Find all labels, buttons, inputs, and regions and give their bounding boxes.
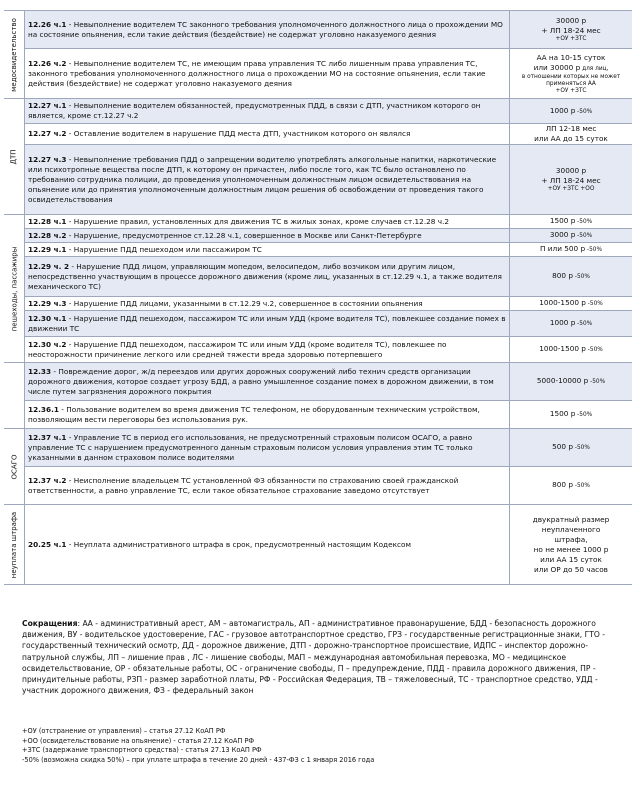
row-description bbox=[25, 124, 510, 145]
row-description bbox=[25, 505, 510, 585]
row-penalty bbox=[510, 229, 633, 243]
penalty-line: 800 р bbox=[552, 271, 574, 280]
article-text: - Нарушение ПДД пешеходом или пассажиром ТС bbox=[66, 244, 262, 254]
row-description bbox=[25, 99, 510, 124]
article-code: 12.27 ч.1 bbox=[28, 101, 67, 110]
penalty-line: 5000-10000 р bbox=[536, 376, 589, 385]
table-row bbox=[4, 311, 632, 337]
penalty-note: +ОУ +ЗТС bbox=[555, 87, 587, 94]
footnotes bbox=[22, 727, 622, 765]
penalty-note: +ОУ +ЗТС +ОО bbox=[547, 186, 595, 192]
row-penalty bbox=[510, 124, 633, 145]
article-code: 12.28 ч.2 bbox=[28, 230, 67, 240]
penalty-line: или АА 15 суток bbox=[540, 554, 602, 564]
discount-mark: -50% bbox=[575, 321, 593, 327]
table-row bbox=[4, 124, 632, 145]
article-text: - Нарушение, предусмотренное ст.12.28 ч.1, совершенное в Москве или Санкт-Петербурге bbox=[66, 230, 422, 240]
article-text: - Повреждение дорог, ж/д переездов или других дорожных сооружений либо технич средств организации дорожного движения, которое создает угрозу БДД, а равно умышленное создание помех в дорожном движении, в том числе путем загрязнения дорожного покрытия bbox=[28, 366, 494, 396]
row-description bbox=[25, 429, 510, 467]
row-description bbox=[25, 257, 510, 297]
article-text: - Невыполнение водителем ТС, не имеющим права управления ТС либо лишенным права управления ТС, законного требования уполномоченного должностного лица о прохождении МО на состояние опьянения, если такие действия (бездействие) не содержат уголовно наказуемого деяния bbox=[28, 58, 486, 88]
table-row bbox=[4, 99, 632, 124]
penalty-line: или АА до 15 суток bbox=[534, 134, 608, 143]
group-label: неуплата штрафа bbox=[10, 511, 19, 578]
row-penalty bbox=[510, 505, 633, 585]
table-row bbox=[4, 243, 632, 257]
row-description bbox=[25, 11, 510, 49]
footnote: +ЗТС (задержание транспортного средства) - статья 27.13 КоАП РФ bbox=[22, 746, 262, 755]
article-code: 20.25 ч.1 bbox=[28, 539, 67, 549]
group-label-cell bbox=[4, 505, 25, 585]
row-description bbox=[25, 215, 510, 229]
row-description bbox=[25, 401, 510, 429]
group-label-cell bbox=[4, 11, 25, 99]
article-code: 12.30 ч.2 bbox=[28, 339, 67, 349]
penalty-note: для лиц, bbox=[580, 65, 609, 72]
discount-mark: -50% bbox=[575, 412, 593, 418]
group-label: ОСАГО bbox=[10, 454, 18, 479]
article-text: - Нарушение ПДД пешеходом, пассажиром ТС или иным УДД (кроме водителя ТС), повлекшее создание помех в движении ТС bbox=[28, 313, 506, 333]
article-text: - Неуплата административного штрафа в срок, предусмотренный настоящим Кодексом bbox=[66, 539, 411, 549]
abbreviations-title: Сокращения bbox=[22, 619, 78, 628]
group-label-cell bbox=[4, 215, 25, 363]
article-text: - Оставление водителем в нарушение ПДД места ДТП, участником которого он являлся bbox=[66, 129, 411, 138]
penalty-line: ЛП 12-18 мес bbox=[545, 124, 597, 133]
article-text: - Нарушение ПДД лицом, управляющим мопедом, велосипедом, либо возчиком или другим лицом, непосредственно участвующим в процессе дорожного движения (кроме лиц, указанных в ст.12.29 ч.1, а также водителя механического ТС) bbox=[28, 261, 502, 291]
row-penalty bbox=[510, 243, 633, 257]
article-code: 12.26 ч.2 bbox=[28, 58, 67, 68]
article-text: - Неисполнение владельцем ТС установленной ФЗ обязанности по страхованию своей гражданской ответственности, а равно управление ТС, если такое обязательное страхование заведомо отсутствует bbox=[28, 475, 459, 495]
discount-mark: -50% bbox=[588, 379, 606, 385]
row-penalty bbox=[510, 337, 633, 363]
article-code: 12.27 ч.2 bbox=[28, 129, 67, 138]
penalty-line: двукратный размер bbox=[532, 514, 610, 524]
row-description bbox=[25, 467, 510, 505]
row-penalty bbox=[510, 401, 633, 429]
row-penalty bbox=[510, 429, 633, 467]
table-row bbox=[4, 229, 632, 243]
penalty-line: 1500 р bbox=[549, 216, 576, 225]
discount-mark: -50% bbox=[573, 483, 590, 489]
discount-mark: -50% bbox=[573, 445, 590, 451]
penalty-line: неуплаченного bbox=[541, 524, 601, 534]
penalty-line: 1000 р bbox=[549, 105, 576, 115]
fines-table bbox=[4, 10, 632, 585]
penalty-line: + ЛП 18-24 мес bbox=[541, 176, 601, 185]
article-code: 12.33 bbox=[28, 366, 52, 376]
article-code: 12.29 ч.3 bbox=[28, 298, 67, 308]
article-text: - Управление ТС в период его использования, не предусмотренный страховым полисом ОСАГО, а равно управление ТС с нарушением предусмотренного данным страховым полисом условия управления этим ТС только указанными в данном страховом полисе водителями bbox=[28, 432, 473, 462]
row-penalty bbox=[510, 145, 633, 215]
penalty-line: 1000-1500 р bbox=[539, 298, 586, 307]
table-row bbox=[4, 401, 632, 429]
penalty-line: 30000 р bbox=[555, 166, 587, 175]
group-label: медосвидетельство bbox=[10, 17, 19, 92]
row-description bbox=[25, 337, 510, 363]
article-code: 12.30 ч.1 bbox=[28, 313, 67, 323]
table-row bbox=[4, 505, 632, 585]
penalty-note: +ОУ +ЗТС bbox=[555, 36, 587, 42]
article-code: 12.26 ч.1 bbox=[28, 19, 67, 29]
article-code: 12.29 ч. 2 bbox=[28, 261, 70, 271]
article-code: 12.36.1 bbox=[28, 404, 59, 414]
table-row bbox=[4, 297, 632, 311]
table-row bbox=[4, 257, 632, 297]
article-text: - Нарушение ПДД лицами, указанными в ст.12.29 ч.2, совершенное в состоянии опьянения bbox=[66, 298, 423, 308]
row-penalty bbox=[510, 257, 633, 297]
penalty-line: 3000 р bbox=[549, 230, 576, 239]
row-penalty bbox=[510, 467, 633, 505]
group-label-cell bbox=[4, 99, 25, 215]
penalty-line: 800 р bbox=[552, 480, 574, 489]
row-penalty bbox=[510, 363, 633, 401]
row-penalty bbox=[510, 297, 633, 311]
row-description bbox=[25, 363, 510, 401]
table-row bbox=[4, 11, 632, 49]
group-label: ДТП bbox=[9, 148, 18, 165]
row-description bbox=[25, 243, 510, 257]
table-row bbox=[4, 429, 632, 467]
article-code: 12.37 ч.1 bbox=[28, 432, 67, 442]
table-row bbox=[4, 145, 632, 215]
table-row bbox=[4, 363, 632, 401]
discount-mark: -50% bbox=[585, 347, 603, 353]
article-code: 12.27 ч.3 bbox=[28, 154, 67, 164]
penalty-line: или ОР до 50 часов bbox=[534, 564, 608, 574]
article-text: - Невыполнение водителем обязанностей, предусмотренных ПДД, в связи с ДТП, участником которого он является, кроме ст.12.27 ч.2 bbox=[28, 101, 481, 120]
abbreviations-text: : АА - административный арест, АМ – автомагистраль, АП - административное правонарушение, БДД - безопасность дорожного движения, ВУ - водительское удостоверение, ГАС - грузовое автотранспортное средство, ГРЗ - государственные регистрационные знаки, ГТО - государственный технический осмотр, ДД - дорожное движение, ДТП - дорожно-транспортное происшествие, ИДПС – инспектор дорожно-патрульной службы, ЛП – лишение прав , ЛС - лишение свободы, МАП – международная автомобильная перевозка, МО - медицинское освидетельствование, ОР - обязательные работы, ОС - ограничение свободы, П – предупреждение, ПДД - правила дорожного движения, ПР - принудительные работы, РЗП - размер заработной платы, РФ - Российская Федерация, ТВ – тяжеловесный, ТС - транспортное средство, УДД - участник дорожного движения, ФЗ - федеральный закон bbox=[22, 619, 606, 696]
discount-mark: -50% bbox=[573, 274, 590, 280]
row-penalty bbox=[510, 215, 633, 229]
table-row bbox=[4, 467, 632, 505]
group-label-cell bbox=[4, 429, 25, 505]
penalty-line: 500 р bbox=[552, 442, 574, 451]
article-code: 12.28 ч.1 bbox=[28, 216, 67, 226]
penalty-line: штрафа, bbox=[554, 534, 588, 544]
penalty-line: 1500 р bbox=[549, 409, 576, 418]
row-penalty bbox=[510, 49, 633, 99]
row-penalty bbox=[510, 311, 633, 337]
footnote: +ОУ (отстранение от управления) – статья 27.12 КоАП РФ bbox=[22, 727, 226, 735]
discount-mark: -50% bbox=[575, 233, 593, 239]
penalty-line: но не менее 1000 р bbox=[533, 544, 609, 554]
table-row bbox=[4, 215, 632, 229]
discount-mark: -50% bbox=[575, 219, 593, 225]
row-description bbox=[25, 229, 510, 243]
discount-mark: -50% bbox=[585, 301, 603, 307]
penalty-line: 30000 р bbox=[555, 16, 587, 25]
abbreviations bbox=[22, 618, 622, 696]
table-row bbox=[4, 337, 632, 363]
row-penalty bbox=[510, 11, 633, 49]
discount-mark: -50% bbox=[575, 108, 593, 115]
penalty-line: АА на 10-15 суток bbox=[536, 52, 606, 62]
penalty-line: 1000 р bbox=[549, 318, 576, 327]
row-description bbox=[25, 49, 510, 99]
group-label-cell bbox=[4, 363, 25, 429]
article-text: - Невыполнение требования ПДД о запрещении водителю употреблять алкогольные напитки, наркотические или психотропные вещества после ДТП, к которому он причастен, либо после того, как ТС было остановлено по требованию сотрудника полиции, до проведения уполномоченным должностным лицом освидетельствования на опьянение или до принятия уполномоченным должностным лицом решения об освобождении от проведения такого освидетельствования bbox=[28, 154, 497, 204]
footnote: +ОО (освидетельствование на опьянение) - статья 27.12 КоАП РФ bbox=[22, 736, 255, 745]
row-description bbox=[25, 145, 510, 215]
penalty-line: 1000-1500 р bbox=[539, 344, 586, 353]
table-row bbox=[4, 49, 632, 99]
footnote: -50% (возможна скидка 50%) – при уплате штрафа в течение 20 дней - 437-ФЗ с 1 января 2016 года bbox=[22, 755, 375, 764]
group-label: пешеходы, пассажиры bbox=[10, 246, 18, 331]
row-description bbox=[25, 297, 510, 311]
penalty-line: + ЛП 18-24 мес bbox=[541, 26, 601, 35]
article-text: - Нарушение правил, установленных для движения ТС в жилых зонах, кроме случаев ст.12.28 ч.2 bbox=[66, 216, 450, 226]
article-code: 12.29 ч.1 bbox=[28, 244, 67, 254]
row-description bbox=[25, 311, 510, 337]
discount-mark: -50% bbox=[585, 247, 602, 253]
penalty-note: в отношении которых не может применяться АА bbox=[521, 73, 621, 87]
article-text: - Пользование водителем во время движения ТС телефоном, не оборудованным техническим устройством, позволяющим вести переговоры без использования рук. bbox=[28, 404, 480, 424]
article-code: 12.37 ч.2 bbox=[28, 475, 67, 485]
article-text: - Невыполнение водителем ТС законного требования уполномоченного должностного лица о прохождении МО на состояние опьянения, если такие действия (бездействие) не содержат уголовно наказуемого деяния bbox=[28, 19, 503, 39]
penalty-line: П или 500 р bbox=[540, 244, 586, 253]
row-penalty bbox=[510, 99, 633, 124]
penalty-line: или 30000 р bbox=[533, 62, 581, 72]
article-text: - Нарушение ПДД пешеходом, пассажиром ТС или иным УДД (кроме водителя ТС), повлекшее по неосторожности причинение легкого или средней тяжести вреда здоровью потерпевшего bbox=[28, 339, 447, 359]
